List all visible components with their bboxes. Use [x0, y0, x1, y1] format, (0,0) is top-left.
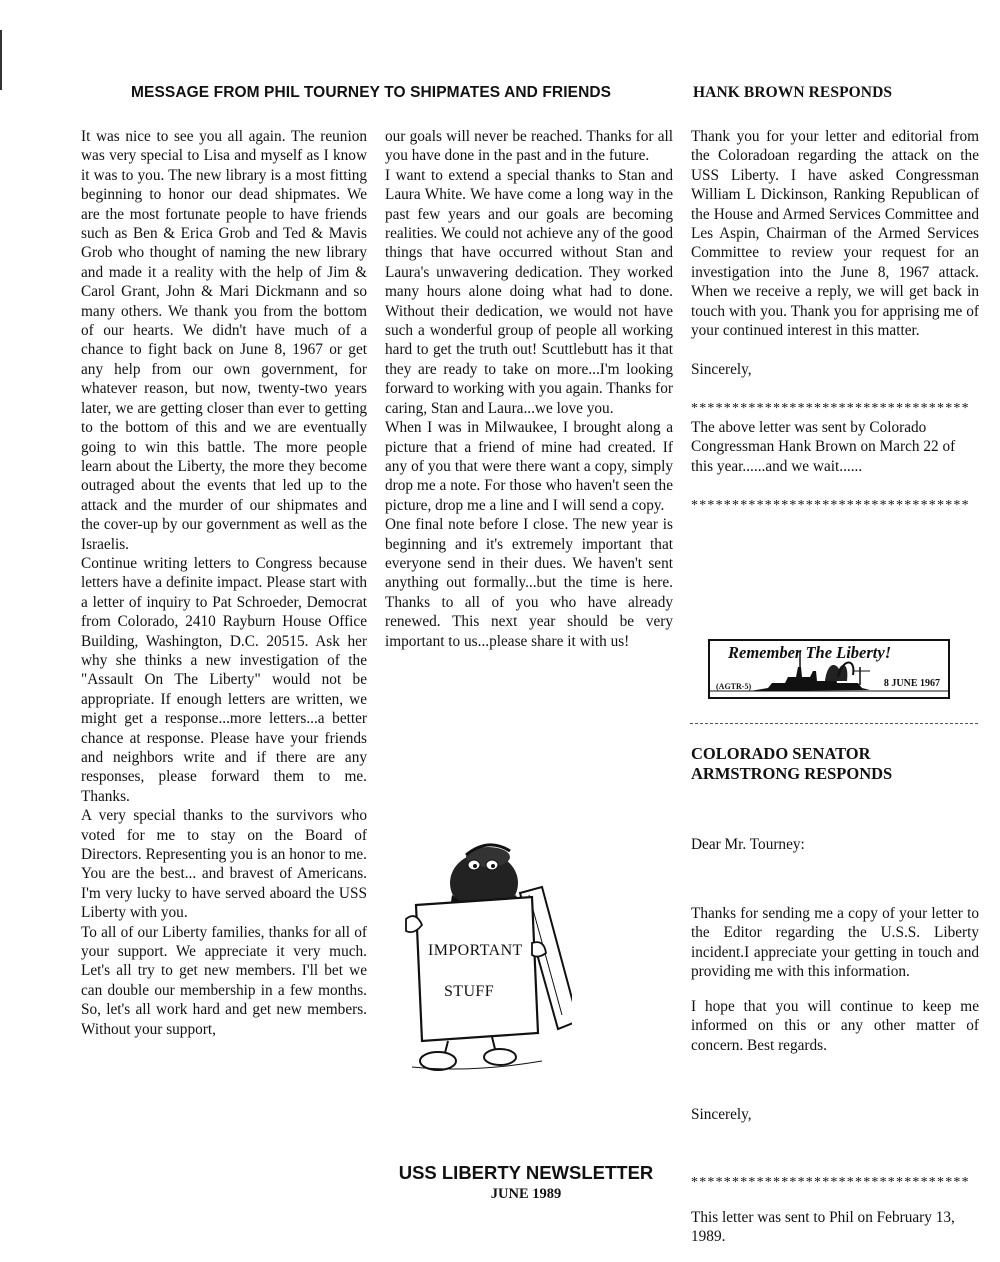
stamp-date: 8 JUNE 1967 [883, 678, 940, 689]
stamp-title: Remember The Liberty! [728, 643, 892, 662]
hank-brown-note: The above letter was sent by Colorado Congressman Hank Brown on March 22 of this year......and we wait...... [691, 419, 956, 475]
column2-paragraph-2: I want to extend a special thanks to Stan and Laura White. We have come a long way in the past few years and our goals are becoming realities. We could not achieve any of the good things that have occurred without Stan and Laura's unwavering dedication. They worked many hours alone doing what had to done. Without their dedication, we would not have such a wonderful group of people all working hard to get the truth out! Scuttlebutt has it that they are ready to take on more...I'm looking forward to working with you again. Thanks for caring, Stan and Laura...we love you. [385, 166, 673, 417]
stamp-divider-rule [690, 723, 978, 724]
column1-paragraph-1: It was nice to see you all again. The reunion was very special to Lisa and myself as I know it was to you. The new library is a most fitting beginning to honor our dead shipmates. We are the most fortunate people to have friends such as Ben & Erica Grob and Ted & Mavis Grob who thought of naming the new library and made it a reality with the help of Jim & Carol Grant, John & Mari Dickmann and so many others. We thank you from the bottom of our hearts. We didn't have much of a chance to fight back on June 8, 1967 or get any help from our own government, for whatever reason, but now, twenty-two years later, we are getting closer than ever to getting to the bottom of this and we are eventually going to win this battle. The more people learn about the Liberty, the more they become outraged about the events that led up to the attack and the murder of our shipmates and the cover-up by our government as well as the Israelis. [81, 128, 367, 553]
hank-brown-letter-column [691, 127, 979, 515]
sign-text-line-1: IMPORTANT [428, 942, 523, 959]
armstrong-closing: Sincerely, [691, 1106, 752, 1124]
armstrong-heading: COLORADO SENATOR ARMSTRONG RESPONDS [691, 743, 893, 783]
scan-margin-mark [0, 30, 2, 90]
column1-paragraph-3: A very special thanks to the survivors who voted for me to stay on the Board of Directors. Representing you is an honor to me. You are the best... and bravest of Americans. I'm very lucky to have served aboard the USS Liberty with you. [81, 807, 367, 922]
armstrong-paragraph-2: I hope that you will continue to keep me informed on this or any other matter of concern. Best regards. [691, 998, 979, 1054]
star-divider: ********************************** [691, 400, 970, 416]
article-column-1 [81, 127, 367, 1039]
column2-paragraph-4: One final note before I close. The new year is beginning and it's extremely important that everyone send in their dues. We haven't sent anything out formally...but the time is here. Thanks to all of you who have already renewed. This next year should be very important to us...please share it with us! [385, 516, 673, 650]
hank-brown-closing: Sincerely, [691, 360, 752, 378]
main-article-heading: MESSAGE FROM PHIL TOURNEY TO SHIPMATES AND FRIENDS [131, 84, 612, 101]
armstrong-note: This letter was sent to Phil on February 13, 1989. [691, 1209, 955, 1246]
article-column-2 [385, 127, 673, 651]
column1-paragraph-2: Continue writing letters to Congress because letters have a definite impact. Please start with a letter of inquiry to Pat Schroeder, Democrat from Colorado, 2410 Rayburn House Office Building, Washington, D.C. 20515. Ask her why she thinks a new investigation of the "Assault On The Liberty" would not be appropriate. If enough letters are written, we might get a response...more letters...a better chance at response. Please have your friends and neighbors write and if there are any responses, please forward them to me. Thanks. [81, 554, 367, 805]
armstrong-paragraph-1: Thanks for sending me a copy of your letter to the Editor regarding the U.S.S. Liberty incident.I appreciate your getting in touch and providing me with this information. [691, 905, 979, 981]
star-divider-2: ********************************** [691, 497, 970, 513]
newsletter-title: USS LIBERTY NEWSLETTER [398, 1162, 654, 1183]
hank-brown-letter-body: Thank you for your letter and editorial from the Coloradoan regarding the attack on the USS Liberty. I have asked Congressman William L Dickinson, Ranking Republican of the House and Armed Services Committee and Les Aspin, Chairman of the Armed Services Committee to review your request for an investigation into the June 8, 1967 attack. When we receive a reply, we will get back in touch with you. Thank you for apprising me of your continued interest in this matter. [691, 128, 979, 340]
column2-paragraph-1: our goals will never be reached. Thanks for all you have done in the past and in the future. [385, 128, 673, 165]
column2-paragraph-3: When I was in Milwaukee, I brought along a picture that a friend of mine had created. If any of you that were there want a copy, simply drop me a note. For those who haven't seen the picture, drop me a line and I will send a copy. [385, 419, 673, 514]
stamp-hull-number: (AGTR-5) [716, 682, 752, 691]
remember-the-liberty-stamp [708, 639, 950, 699]
armstrong-salutation: Dear Mr. Tourney: [691, 835, 805, 853]
sign-text-line-2: STUFF [444, 983, 495, 1000]
side-article-heading: HANK BROWN RESPONDS [693, 84, 893, 101]
newsletter-date: JUNE 1989 [490, 1186, 562, 1202]
column1-paragraph-4: To all of our Liberty families, thanks for all of your support. We appreciate it very much. Let's all try to get new members. I'll bet we can double our membership in a few months. So, let's all work hard and get new members. Without your support, [81, 923, 367, 1038]
star-divider-3: ********************************** [691, 1175, 970, 1191]
